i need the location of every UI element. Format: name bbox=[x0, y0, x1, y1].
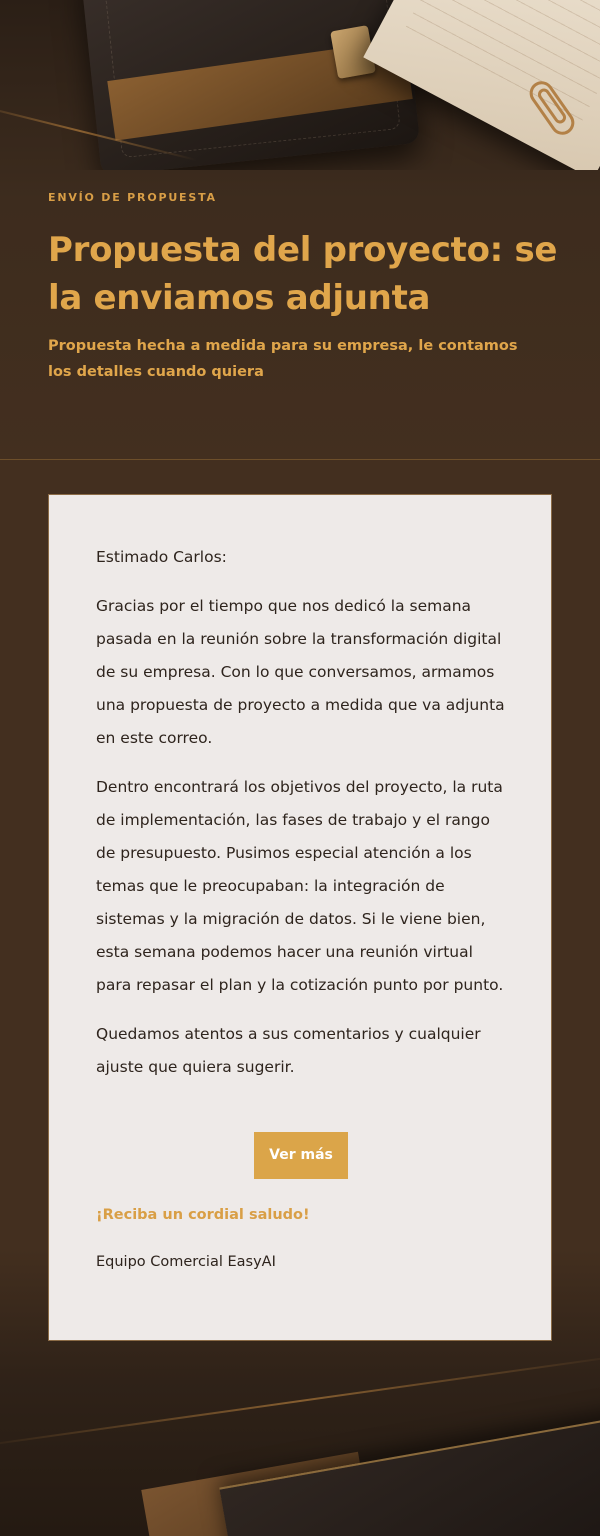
closing-text: ¡Reciba un cordial saludo! bbox=[96, 1207, 310, 1223]
paragraph: Gracias por el tiempo que nos dedicó la semana pasada en la reunión sobre la transformación digital de su empresa. Con lo que conversamos, armamos una propuesta de proyecto a medida que va adjunta en este correo. bbox=[96, 597, 505, 747]
eyebrow-label: ENVÍO DE PROPUESTA bbox=[48, 191, 217, 204]
email-subtitle: Propuesta hecha a medida para su empresa, le contamos los detalles cuando quiera bbox=[48, 338, 518, 380]
message-body bbox=[96, 541, 506, 1100]
paragraph: Quedamos atentos a sus comentarios y cualquier ajuste que quiera sugerir. bbox=[96, 1025, 481, 1076]
footer-image bbox=[0, 1340, 600, 1536]
header-image bbox=[0, 0, 600, 170]
paragraph: Dentro encontrará los objetivos del proyecto, la ruta de implementación, las fases de trabajo y el rango de presupuesto. Pusimos especial atención a los temas que le preocupaban: la integración de sistemas y la migración de datos. Si le viene bien, esta semana podemos hacer una reunión virtual para repasar el plan y la cotización punto por punto. bbox=[96, 778, 504, 994]
greeting: Estimado Carlos: bbox=[96, 548, 227, 566]
email-title: Propuesta del proyecto: se la enviamos adjunta bbox=[48, 230, 558, 318]
header-divider bbox=[0, 459, 600, 460]
message-card bbox=[48, 494, 552, 1341]
signature: Equipo Comercial EasyAI bbox=[96, 1254, 276, 1270]
ver-mas-button[interactable]: Ver más bbox=[254, 1132, 348, 1179]
